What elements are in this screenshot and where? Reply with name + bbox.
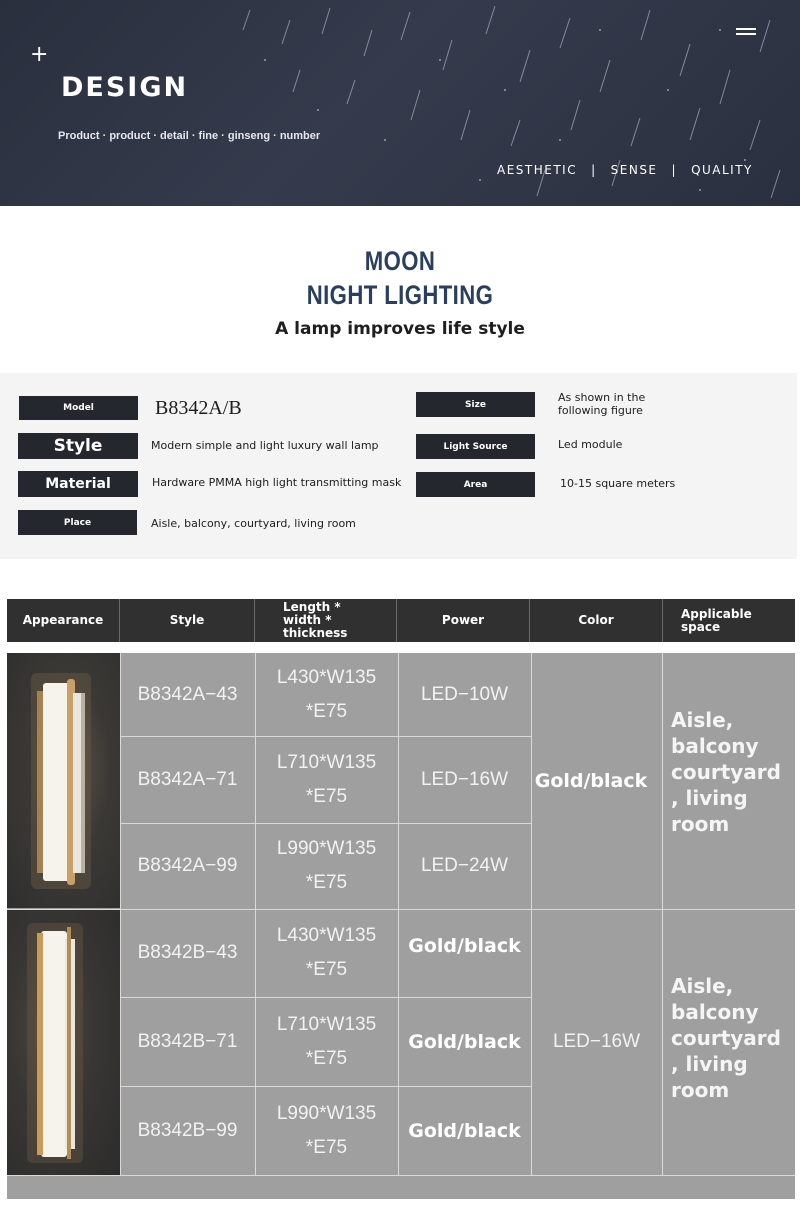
spec-label-size: Size xyxy=(416,392,535,417)
tag-aesthetic: AESTHETIC xyxy=(497,163,578,177)
grid-line xyxy=(120,1086,531,1087)
spec-label-model: Model xyxy=(19,396,138,420)
dims-cell: L990*W135 *E75 xyxy=(276,838,377,893)
dims-cell: L990*W135 *E75 xyxy=(276,1102,377,1158)
power-cell: Gold/black xyxy=(408,935,521,957)
grid-line xyxy=(662,653,663,1175)
grid-line xyxy=(120,997,531,998)
style-cell: B8342A−99 xyxy=(137,855,238,876)
hero-banner xyxy=(0,0,800,206)
spec-value-place: Aisle, balcony, courtyard, living room xyxy=(151,517,356,530)
appearance-image-b xyxy=(7,909,120,1175)
grid-line xyxy=(398,653,399,1175)
header-applicable-space: Applicable space xyxy=(681,606,752,634)
wall-lamp-icon xyxy=(7,653,120,908)
heading-line-2: NIGHT LIGHTING xyxy=(306,280,494,310)
dims-cell: L430*W135 *E75 xyxy=(276,925,377,980)
power-cell: Gold/black xyxy=(408,1030,521,1053)
spec-label-area: Area xyxy=(416,472,535,497)
tag-separator: | xyxy=(671,163,678,177)
color-cell: LED−16W xyxy=(552,1031,641,1052)
power-cell: Gold/black xyxy=(408,1119,521,1142)
style-cell: B8342B−99 xyxy=(137,1119,238,1141)
spec-value-light-source: Led module xyxy=(558,438,623,451)
table-header xyxy=(7,599,795,642)
hero-subtitle: Product · product · detail · fine · ginseng · number xyxy=(58,130,321,142)
space-cell: Aisle, balcony courtyard , living room xyxy=(671,974,781,1102)
grid-line xyxy=(7,909,795,910)
table-body xyxy=(7,653,795,1199)
spec-box xyxy=(0,373,797,559)
spec-label-style: Style xyxy=(18,433,138,459)
hero-title: DESIGN xyxy=(61,72,189,103)
tag-separator: | xyxy=(591,163,597,177)
spec-label-place: Place xyxy=(18,510,137,535)
plus-icon: + xyxy=(30,42,49,67)
spec-value-size: As shown in the following figure xyxy=(558,391,646,417)
style-cell: B8342A−71 xyxy=(137,768,238,790)
header-dimensions: Length * width * thickness xyxy=(255,599,397,642)
heading-subtitle: A lamp improves life style xyxy=(275,319,525,339)
style-cell: B8342A−43 xyxy=(137,683,238,705)
dims-cell: L430*W135 *E75 xyxy=(276,666,377,722)
power-cell: LED−16W xyxy=(420,768,509,790)
wall-lamp-icon xyxy=(7,909,120,1175)
dims-cell: L710*W135 *E75 xyxy=(276,751,377,807)
header-color: Color xyxy=(530,599,663,642)
menu-icon[interactable] xyxy=(736,28,756,38)
spec-value-model: B8342A/B xyxy=(155,397,242,419)
hero-tags xyxy=(497,163,753,177)
power-cell: LED−24W xyxy=(420,855,509,876)
grid-line xyxy=(120,653,121,1175)
spec-label-light-source: Light Source xyxy=(416,434,535,459)
grid-line xyxy=(7,1175,795,1176)
spec-value-style: Modern simple and light luxury wall lamp xyxy=(151,439,379,452)
spec-value-area: 10-15 square meters xyxy=(560,477,676,490)
grid-line xyxy=(531,653,532,1175)
spec-label-material: Material xyxy=(18,471,138,497)
appearance-image-a xyxy=(7,653,120,908)
spec-value-material: Hardware PMMA high light transmitting mask xyxy=(152,476,402,489)
header-power: Power xyxy=(397,599,530,642)
grid-line xyxy=(255,653,256,1175)
grid-line xyxy=(120,736,531,737)
color-cell: Gold/black xyxy=(534,770,648,792)
tag-sense: SENSE xyxy=(610,163,658,177)
heading-line-1: MOON xyxy=(364,246,436,276)
tag-quality: QUALITY xyxy=(691,163,753,177)
style-cell: B8342B−71 xyxy=(137,1030,238,1052)
space-cell: Aisle, balcony courtyard , living room xyxy=(671,708,781,836)
header-style: Style xyxy=(120,599,255,642)
power-cell: LED−10W xyxy=(420,683,509,705)
dims-cell: L710*W135 *E75 xyxy=(276,1013,377,1069)
style-cell: B8342B−43 xyxy=(137,942,238,963)
header-appearance: Appearance xyxy=(7,599,120,642)
grid-line xyxy=(120,823,531,824)
